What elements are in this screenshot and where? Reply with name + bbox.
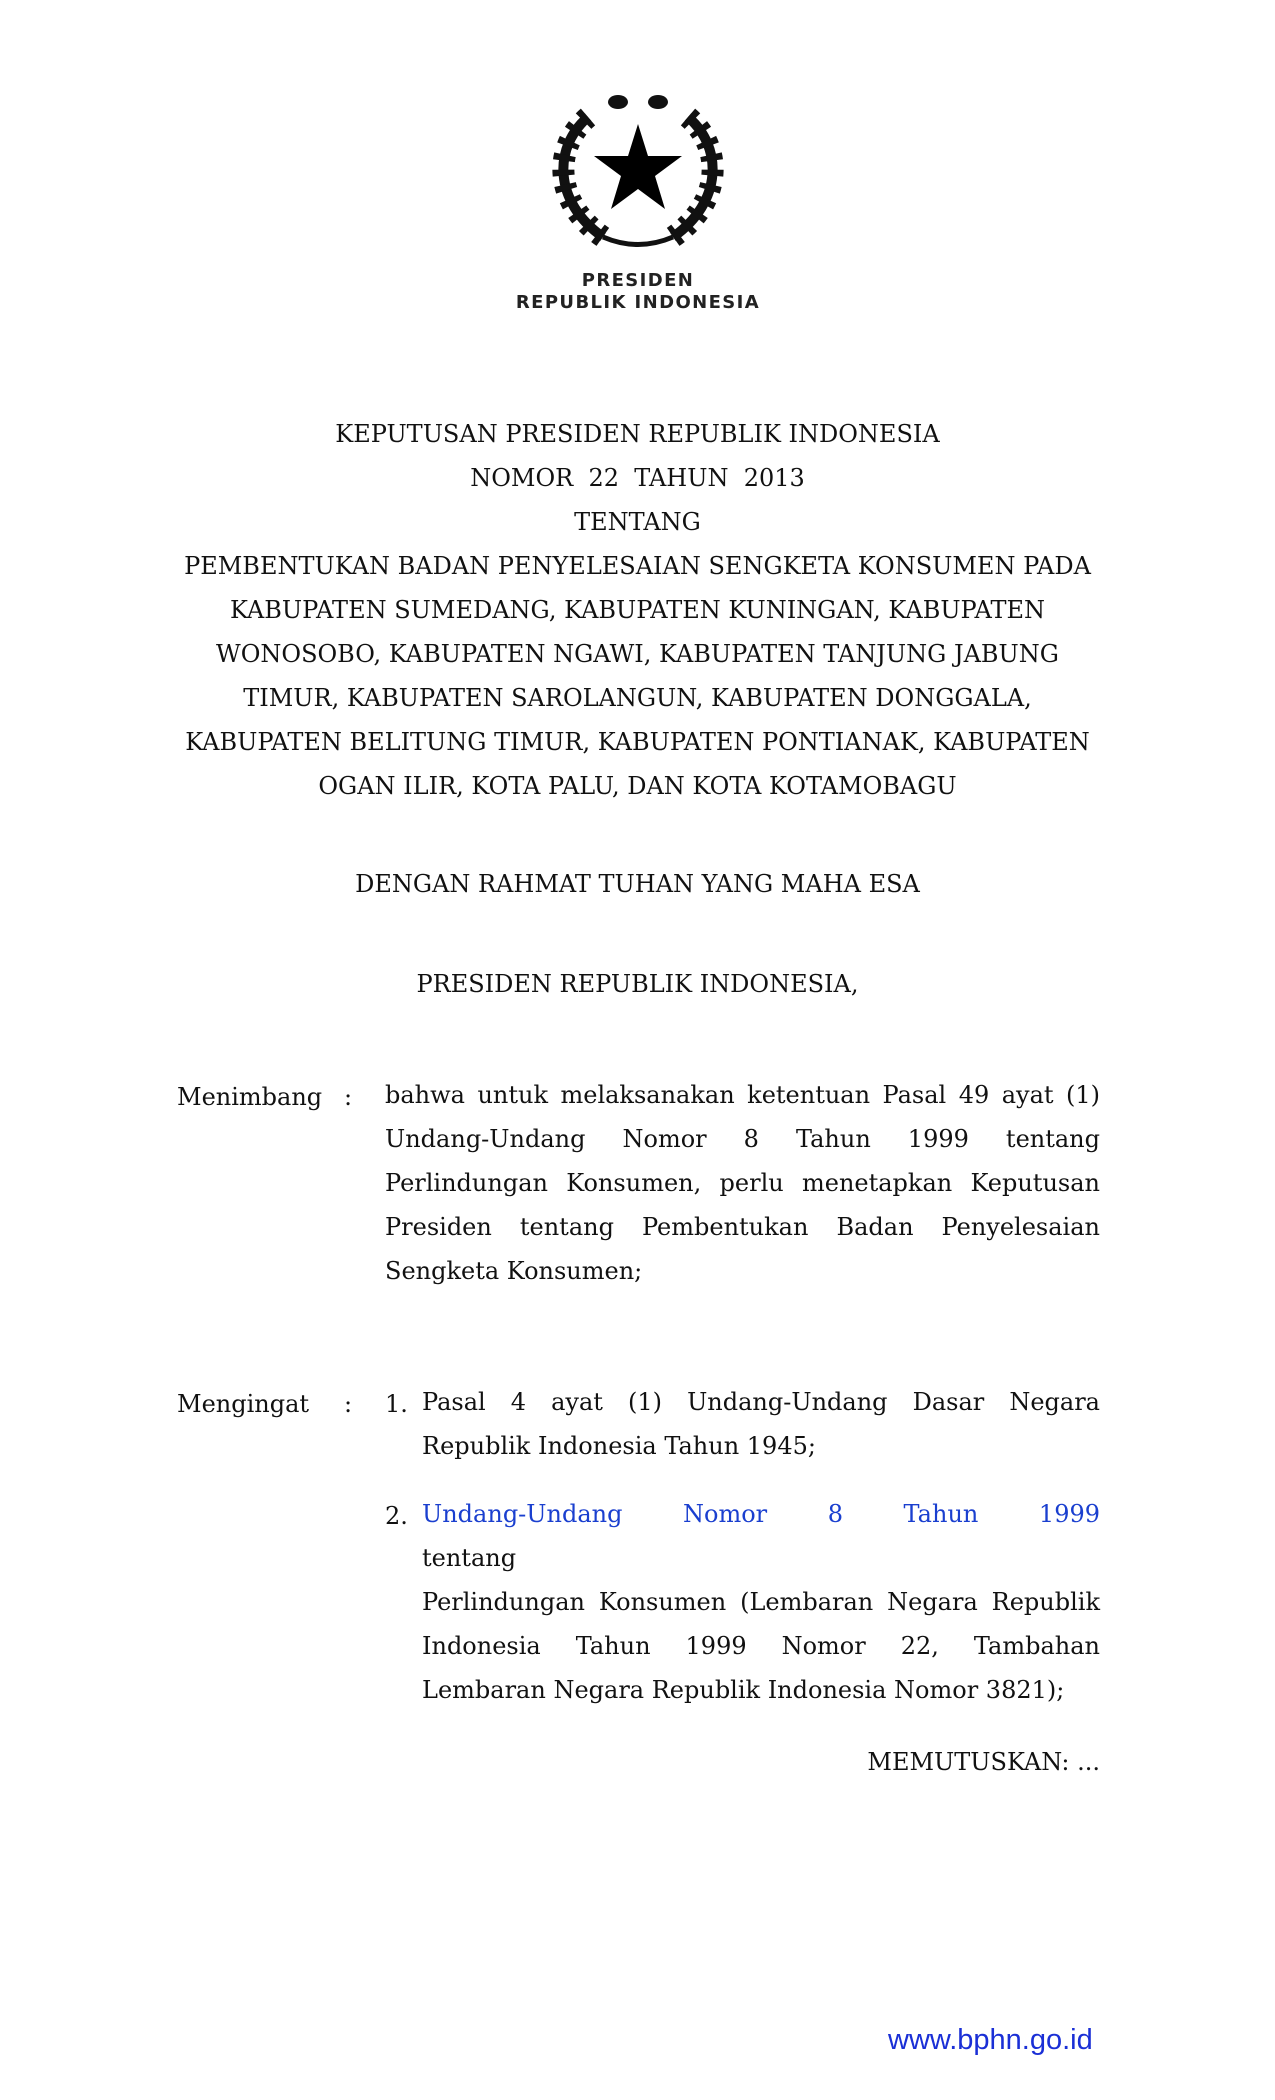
footer-website-link[interactable]: www.bphn.go.id <box>888 2024 1093 2056</box>
mengingat-item-2-number: 2. <box>385 1502 408 1530</box>
invocation: DENGAN RAHMAT TUHAN YANG MAHA ESA <box>355 870 920 898</box>
mengingat-label: Mengingat <box>177 1390 310 1418</box>
title-line: PEMBENTUKAN BADAN PENYELESAIAN SENGKETA KONSUMEN PADA <box>184 552 1091 580</box>
mengingat-item-2-line <box>422 1492 1100 1580</box>
emblem-label-presiden: PRESIDEN <box>581 270 695 291</box>
emblem-label-republik: REPUBLIK INDONESIA <box>515 292 761 313</box>
title-line: KABUPATEN BELITUNG TIMUR, KABUPATEN PONTIANAK, KABUPATEN <box>185 728 1090 756</box>
menimbang-line: Perlindungan Konsumen, perlu menetapkan Keputusan <box>385 1169 1100 1197</box>
mengingat-item-1-line: Pasal 4 ayat (1) Undang-Undang Dasar Negara <box>422 1388 1100 1416</box>
mengingat-item-2-line: Indonesia Tahun 1999 Nomor 22, Tambahan <box>422 1632 1100 1660</box>
menimbang-text <box>385 1073 1100 1293</box>
mengingat-item-2-line: Lembaran Negara Republik Indonesia Nomor 3821); <box>422 1676 1065 1704</box>
document-title <box>170 412 1105 808</box>
memutuskan-continuation: MEMUTUSKAN: ... <box>867 1748 1100 1776</box>
title-line: TENTANG <box>574 508 701 536</box>
title-line: KEPUTUSAN PRESIDEN REPUBLIK INDONESIA <box>335 420 940 448</box>
menimbang-colon: : <box>344 1083 353 1111</box>
presidential-emblem <box>488 92 788 313</box>
title-line: NOMOR 22 TAHUN 2013 <box>470 464 805 492</box>
title-line: KABUPATEN SUMEDANG, KABUPATEN KUNINGAN, KABUPATEN <box>229 596 1046 624</box>
mengingat-item-1-number: 1. <box>385 1390 408 1418</box>
mengingat-colon: : <box>344 1390 353 1418</box>
mengingat-item-2-line: Perlindungan Konsumen (Lembaran Negara Republik <box>422 1588 1100 1616</box>
menimbang-line: Presiden tentang Pembentukan Badan Penyelesaian <box>385 1213 1100 1241</box>
title-line: WONOSOBO, KABUPATEN NGAWI, KABUPATEN TANJUNG JABUNG <box>216 640 1059 668</box>
mengingat-item-1-line: Republik Indonesia Tahun 1945; <box>422 1432 816 1460</box>
menimbang-line: Undang-Undang Nomor 8 Tahun 1999 tentang <box>385 1125 1100 1153</box>
title-line: OGAN ILIR, KOTA PALU, DAN KOTA KOTAMOBAGU <box>318 772 957 800</box>
law-link[interactable]: Undang-Undang Nomor 8 Tahun 1999 <box>422 1500 1100 1528</box>
mengingat-item-2-line1-rest: tentang <box>422 1544 517 1572</box>
menimbang-line: bahwa untuk melaksanakan ketentuan Pasal 49 ayat (1) <box>385 1081 1100 1109</box>
garuda-star-wreath-icon <box>548 92 728 262</box>
menimbang-label: Menimbang <box>177 1083 323 1111</box>
president-heading: PRESIDEN REPUBLIK INDONESIA, <box>416 970 859 998</box>
menimbang-line: Sengketa Konsumen; <box>385 1257 643 1285</box>
title-line: TIMUR, KABUPATEN SAROLANGUN, KABUPATEN DONGGALA, <box>243 684 1032 712</box>
mengingat-item-1 <box>422 1380 1100 1468</box>
mengingat-item-2 <box>422 1492 1100 1712</box>
